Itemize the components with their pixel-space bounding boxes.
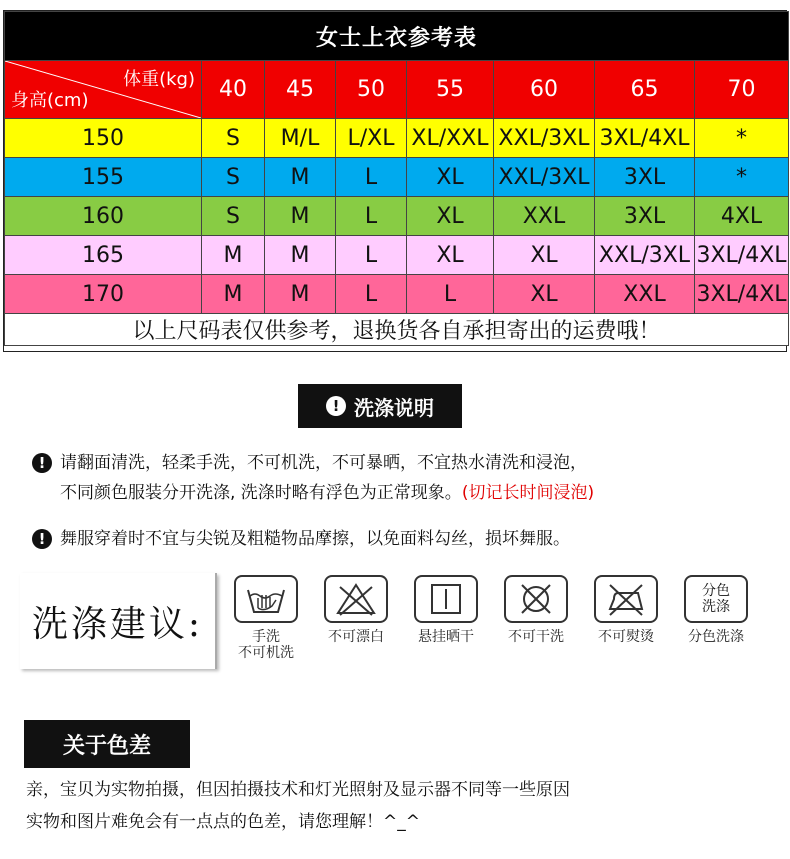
table-row [5,119,789,158]
size-cell: 3XL [595,158,695,197]
care-label: 分色洗涤 [688,629,744,645]
care-label: 手洗 [252,629,280,645]
table-row [5,236,789,275]
care-item [320,575,392,645]
no-bleach-icon [324,575,388,623]
care-label: 悬挂晒干 [418,629,474,645]
size-cell: L [336,197,407,236]
no-dry-clean-icon [504,575,568,623]
size-cell: XL/XXL [407,119,494,158]
size-cell: M [202,275,265,314]
care-label: 不可干洗 [508,629,564,645]
size-cell: M [202,236,265,275]
weight-axis-label: 体重(kg) [123,69,195,90]
header-corner-cell [5,61,202,119]
color-diff-title: 关于色差 [24,720,190,768]
height-cell: 170 [5,275,202,314]
size-cell: M [265,197,336,236]
wash-p1-line2: 不同颜色服装分开洗涤, 洗涤时略有浮色为正常现象。 [60,483,462,503]
weight-header-row [5,61,789,119]
care-item [410,575,482,645]
size-cell: 3XL/4XL [595,119,695,158]
separate-box-text: 洗涤 [702,599,730,615]
care-item [230,575,302,661]
size-chart [3,10,787,352]
chart-title: 女士上衣参考表 [5,12,789,61]
size-cell: XL [494,236,595,275]
size-cell: 3XL/4XL [695,275,789,314]
wash-p2: 舞服穿着时不宜与尖锐及粗糙物品摩擦，以免面料勾丝，损坏舞服。 [60,529,570,549]
size-cell: L [336,158,407,197]
weight-header-cell: 55 [407,61,494,119]
height-axis-label: 身高(cm) [11,90,89,111]
color-diff-line: 实物和图片难免会有一点点的色差，请您理解！^_^ [26,812,420,832]
height-cell: 150 [5,119,202,158]
size-cell: L/XL [336,119,407,158]
care-item [500,575,572,645]
weight-header-cell: 70 [695,61,789,119]
size-cell: XL [494,275,595,314]
weight-header-cell: 50 [336,61,407,119]
size-cell: 3XL/4XL [695,236,789,275]
care-item [590,575,662,645]
size-cell: XXL/3XL [494,119,595,158]
separate-box-text: 分色 [702,583,730,599]
size-cell: L [336,236,407,275]
exclamation-icon: ! [32,529,52,549]
suggestion-label: 洗涤建议: [20,573,217,669]
size-cell: * [695,119,789,158]
weight-header-cell: 40 [202,61,265,119]
size-cell: * [695,158,789,197]
wash-title-banner [298,384,462,428]
wash-p1-line1: 请翻面清洗，轻柔手洗，不可机洗，不可暴晒，不宜热水清洗和浸泡， [60,453,587,473]
color-diff-line: 亲，宝贝为实物拍摄，但因拍摄技术和灯光照射及显示器不同等一些原因 [26,780,570,800]
size-cell: M [265,236,336,275]
height-cell: 155 [5,158,202,197]
size-cell: S [202,197,265,236]
size-cell: XXL [494,197,595,236]
size-cell: XXL [595,275,695,314]
wash-paragraph-2 [32,524,570,554]
size-cell: M/L [265,119,336,158]
size-cell: XXL/3XL [595,236,695,275]
wash-paragraph-1 [32,448,594,508]
size-cell: L [336,275,407,314]
care-item [680,575,752,645]
no-iron-icon [594,575,658,623]
wash-p1-warning: (切记长时间浸泡) [461,483,595,503]
table-row [5,158,789,197]
exclamation-icon: ! [326,396,346,416]
size-cell: 4XL [695,197,789,236]
color-diff-text [26,774,570,838]
size-cell: M [265,158,336,197]
weight-header-cell: 45 [265,61,336,119]
care-symbols-strip [20,573,790,669]
height-cell: 165 [5,236,202,275]
size-cell: XL [407,236,494,275]
size-cell: L [407,275,494,314]
care-label: 不可机洗 [238,645,294,661]
size-cell: M [265,275,336,314]
size-cell: XXL/3XL [494,158,595,197]
size-cell: XL [407,197,494,236]
care-label: 不可漂白 [328,629,384,645]
hand-wash-icon [234,575,298,623]
separate-wash-icon [684,575,748,623]
size-cell: XL [407,158,494,197]
exclamation-icon: ! [32,453,52,473]
wash-title: 洗涤说明 [354,395,434,420]
table-row [5,275,789,314]
table-row [5,197,789,236]
chart-note: 以上尺码表仅供参考，退换货各自承担寄出的运费哦！ [5,314,789,346]
care-label: 不可熨烫 [598,629,654,645]
height-cell: 160 [5,197,202,236]
size-cell: S [202,158,265,197]
size-cell: S [202,119,265,158]
size-cell: 3XL [595,197,695,236]
weight-header-cell: 65 [595,61,695,119]
line-dry-icon [414,575,478,623]
weight-header-cell: 60 [494,61,595,119]
